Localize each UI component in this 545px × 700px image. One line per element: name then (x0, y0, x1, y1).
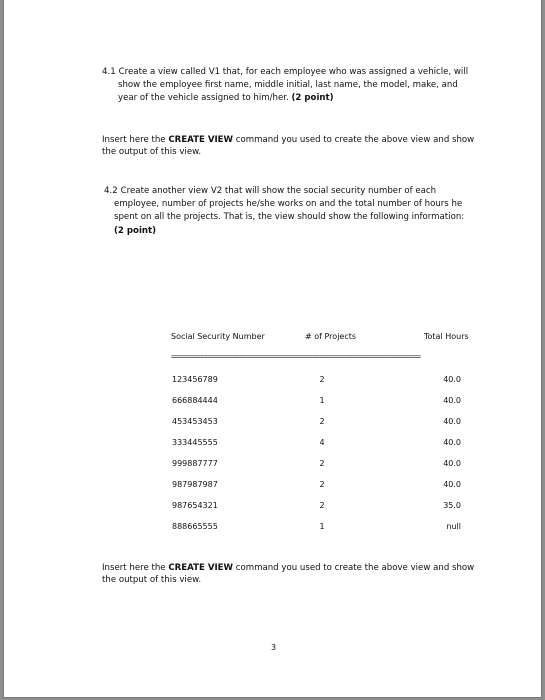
question-4-1-line-3 (102, 92, 502, 105)
question-4-1-number: 4.1 (102, 67, 116, 77)
projects-cell: 2 (319, 501, 325, 510)
ssn-cell: 123456789 (172, 375, 218, 384)
insert-instruction-1 (102, 134, 512, 158)
question-4-2-line-4 (104, 225, 524, 238)
header-social-security-number: Social Security Number (171, 332, 265, 341)
insert-2-keyword: CREATE VIEW (168, 563, 234, 573)
insert-instruction-2 (102, 562, 512, 586)
table-row (171, 458, 477, 470)
hours-cell: null (446, 522, 461, 531)
hours-cell: 40.0 (443, 396, 461, 405)
question-4-2-line-2: employee, number of projects he/she works on and the total number of hours he (114, 199, 463, 210)
hours-cell: 35.0 (443, 501, 461, 510)
question-4-1-text-1: Create a view called V1 that, for each employee who was assigned a vehicle, will (118, 67, 469, 77)
table-separator: ===================================================================== (171, 354, 421, 360)
page-number: 3 (271, 643, 277, 652)
question-4-2-points: (2 point) (114, 225, 157, 236)
question-4-1-points: (2 point) (291, 93, 334, 104)
question-4-2-line-1 (104, 185, 524, 198)
projects-cell: 2 (319, 375, 325, 384)
projects-cell: 2 (319, 480, 325, 489)
ssn-cell: 666884444 (172, 396, 218, 405)
insert-1-suffix: command you used to create the above view and show (233, 135, 475, 145)
table-row (171, 416, 477, 428)
ssn-cell: 888665555 (172, 522, 218, 531)
hours-cell: 40.0 (443, 417, 461, 426)
ssn-cell: 987654321 (172, 501, 218, 510)
question-4-1-line-1 (102, 66, 502, 79)
hours-cell: 40.0 (443, 480, 461, 489)
projects-cell: 1 (319, 396, 325, 405)
table-row (171, 521, 477, 533)
insert-2-suffix: command you used to create the above view and show (233, 563, 475, 573)
insert-1-line-1 (102, 134, 512, 146)
insert-1-prefix: Insert here the (102, 135, 169, 145)
insert-1-keyword: CREATE VIEW (168, 135, 234, 145)
hours-cell: 40.0 (443, 459, 461, 468)
table-row (171, 374, 477, 386)
insert-1-line-2: the output of this view. (102, 147, 202, 157)
hours-cell: 40.0 (443, 375, 461, 384)
projects-cell: 1 (319, 522, 325, 531)
document-page (3, 0, 542, 698)
insert-2-line-2: the output of this view. (102, 575, 202, 585)
projects-cell: 4 (319, 438, 325, 447)
ssn-cell: 333445555 (172, 438, 218, 447)
table-row (171, 395, 477, 407)
question-4-2-text-1: Create another view V2 that will show the social security number of each (120, 186, 437, 196)
question-4-1-text-3: year of the vehicle assigned to him/her. (118, 93, 289, 104)
header-number-of-projects: # of Projects (305, 332, 357, 341)
hours-cell: 40.0 (443, 438, 461, 447)
table-row (171, 500, 477, 512)
projects-cell: 2 (319, 417, 325, 426)
insert-2-prefix: Insert here the (102, 563, 169, 573)
table-row (171, 437, 477, 449)
projects-cell: 2 (319, 459, 325, 468)
question-4-1-line-2: show the employee first name, middle initial, last name, the model, make, and (118, 80, 458, 91)
question-4-1 (102, 66, 502, 106)
ssn-cell: 987987987 (172, 480, 218, 489)
ssn-cell: 453453453 (172, 417, 218, 426)
question-4-2 (104, 185, 524, 238)
header-total-hours: Total Hours (424, 332, 469, 341)
table-row (171, 479, 477, 491)
question-4-2-line-3: spent on all the projects. That is, the view should show the following information: (114, 212, 465, 223)
insert-2-line-1 (102, 562, 512, 574)
ssn-cell: 999887777 (172, 459, 218, 468)
question-4-2-number: 4.2 (104, 186, 118, 196)
